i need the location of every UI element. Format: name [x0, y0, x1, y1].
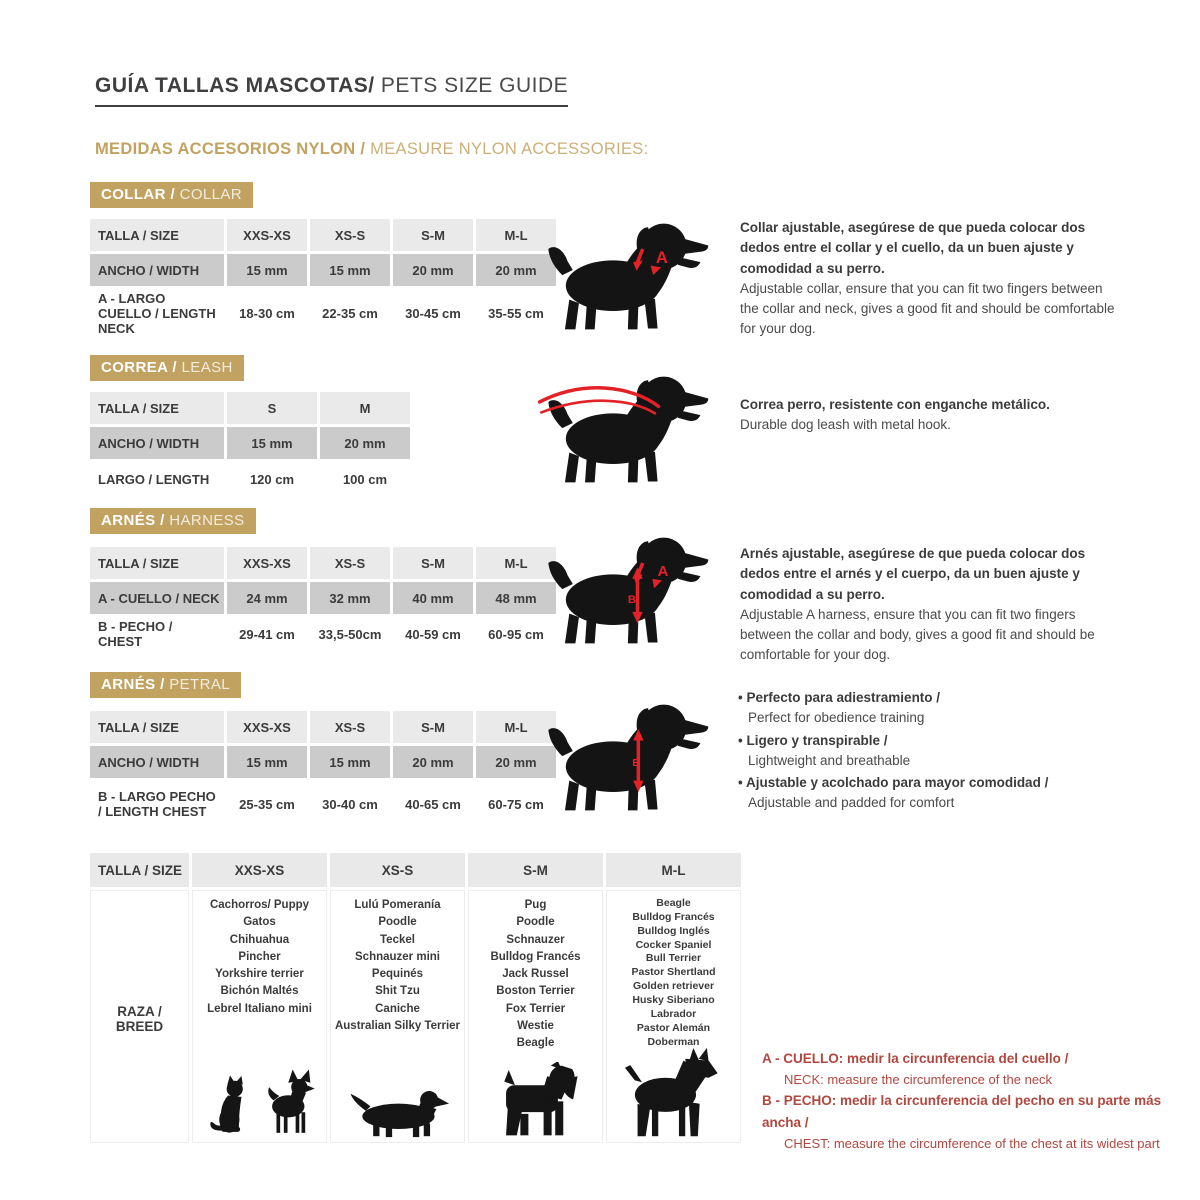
- harness-badge: [90, 508, 256, 534]
- note-neck-en: NECK: measure the circumference of the neck: [784, 1071, 1053, 1087]
- breed-item: Schnauzer mini: [355, 950, 440, 963]
- breed-item: Lulú Pomeranía: [354, 899, 441, 911]
- breed-item: Teckel: [380, 933, 415, 946]
- breed-header-size: TALLA / SIZE: [90, 853, 189, 887]
- breed-item: Boston Terrier: [496, 985, 575, 998]
- collar-neck-label: A - LARGO CUELLO / LENGTH NECK: [90, 289, 224, 338]
- breed-cell-s-m: [468, 890, 603, 1143]
- petral-header-m-l: M-L: [476, 711, 556, 743]
- collar-neck-value: 30-45 cm: [393, 289, 473, 338]
- breed-item: Bulldog Francés: [632, 910, 715, 923]
- petral-bullet-en: Perfect for obedience training: [748, 710, 925, 726]
- harness-badge-es: ARNÉS /: [101, 512, 165, 529]
- leash-length-value: 100 cm: [320, 462, 410, 496]
- petral-bullet-en: Lightweight and breathable: [748, 752, 911, 768]
- harness-chest-value: 29-41 cm: [227, 617, 307, 651]
- petral-chest-value: 60-75 cm: [476, 781, 556, 827]
- petral-measure-b-label: B: [632, 757, 640, 769]
- dog-petral-illustration: [536, 695, 711, 813]
- collar-badge-es: COLLAR /: [101, 186, 176, 203]
- breed-item: Beagle: [656, 897, 691, 909]
- breed-header-m-l: M-L: [606, 853, 741, 887]
- collar-header-m-l: M-L: [476, 219, 556, 251]
- breed-item: Pastor Alemán: [636, 1021, 711, 1034]
- petral-bullet-es: • Ajustable y acolchado para mayor comodidad /: [738, 773, 1133, 793]
- harness-size-table: [87, 544, 559, 654]
- dog-harness-illustration: [536, 528, 711, 646]
- chihuahua-silhouette-icon: [261, 1068, 317, 1138]
- breed-silhouettes-s-m: [469, 1062, 602, 1138]
- petral-header-s-m: S-M: [393, 711, 473, 743]
- harness-header-xs-s: XS-S: [310, 547, 390, 579]
- petral-bullet-en: Adjustable and padded for comfort: [748, 795, 955, 811]
- harness-neck-value: 24 mm: [227, 582, 307, 614]
- breed-item: Golden retriever: [632, 980, 715, 993]
- leash-header-s: S: [227, 392, 317, 424]
- petral-width-value: 15 mm: [227, 746, 307, 778]
- breed-item: Beagle: [516, 1037, 555, 1049]
- dog-collar-illustration: [536, 214, 711, 332]
- harness-header-m-l: M-L: [476, 547, 556, 579]
- harness-header-s-m: S-M: [393, 547, 473, 579]
- leash-width-value: 20 mm: [320, 427, 410, 459]
- breed-header-xs-s: XS-S: [330, 853, 465, 887]
- leash-description-es: Correa perro, resistente con enganche metálico.: [740, 397, 1050, 412]
- page-subtitle: [95, 140, 648, 159]
- breed-item: Pincher: [238, 950, 281, 963]
- breed-item: Bull Terrier: [645, 952, 702, 965]
- collar-neck-value: 18-30 cm: [227, 289, 307, 338]
- breed-item: Gatos: [243, 916, 276, 929]
- harness-measure-b-label: B: [627, 594, 637, 607]
- breed-list-s-m: [470, 897, 601, 1052]
- harness-description: [740, 544, 1120, 666]
- harness-neck-label: A - CUELLO / NECK: [90, 582, 224, 614]
- petral-width-value: 20 mm: [476, 746, 556, 778]
- petral-header-size: TALLA / SIZE: [90, 711, 224, 743]
- breed-item: Lebrel Italiano mini: [207, 1002, 312, 1015]
- leash-length-label: LARGO / LENGTH: [90, 462, 224, 496]
- collar-width-value: 15 mm: [227, 254, 307, 286]
- breed-item: Pequinés: [371, 968, 424, 980]
- harness-header-xxs-xs: XXS-XS: [227, 547, 307, 579]
- leash-description: [740, 395, 1120, 436]
- collar-neck-value: 22-35 cm: [310, 289, 390, 338]
- breed-item: Bichón Maltés: [220, 985, 299, 998]
- collar-header-s-m: S-M: [393, 219, 473, 251]
- collar-badge: [90, 182, 253, 208]
- breed-cell-xs-s: [330, 890, 465, 1143]
- harness-chest-value: 60-95 cm: [476, 617, 556, 651]
- breed-silhouettes-m-l: [607, 1048, 740, 1138]
- collar-neck-value: 35-55 cm: [476, 289, 556, 338]
- breed-item: Shit Tzu: [375, 985, 420, 998]
- collar-width-value: 15 mm: [310, 254, 390, 286]
- petral-header-xxs-xs: XXS-XS: [227, 711, 307, 743]
- cat-silhouette-icon: [203, 1074, 253, 1138]
- breed-item: Schnauzer: [506, 933, 565, 946]
- leash-header-m: M: [320, 392, 410, 424]
- breed-item: Fox Terrier: [505, 1002, 566, 1015]
- dog-leash-illustration: [536, 367, 711, 485]
- leash-badge-es: CORREA /: [101, 359, 177, 376]
- petral-badge-es: ARNÉS /: [101, 676, 165, 693]
- harness-header-size: TALLA / SIZE: [90, 547, 224, 579]
- petral-width-value: 15 mm: [310, 746, 390, 778]
- petral-bullet: [738, 731, 1133, 772]
- harness-badge-en: HARNESS: [164, 512, 245, 529]
- dog-silhouette-collar-icon: [536, 214, 711, 332]
- leash-length-value: 120 cm: [227, 462, 317, 496]
- harness-chest-label: B - PECHO / CHEST: [90, 617, 224, 651]
- breed-header-s-m: S-M: [468, 853, 603, 887]
- breed-item: Poodle: [378, 916, 417, 929]
- dachshund-silhouette-icon: [343, 1082, 453, 1138]
- petral-badge: [90, 672, 241, 698]
- breed-item: Caniche: [375, 1002, 420, 1015]
- breed-item: Yorkshire terrier: [215, 968, 304, 980]
- breed-item: Poodle: [516, 916, 555, 929]
- leash-badge: [90, 355, 244, 381]
- petral-width-label: ANCHO / WIDTH: [90, 746, 224, 778]
- breed-item: Labrador: [650, 1007, 697, 1020]
- petral-bullet: [738, 688, 1133, 729]
- leash-header-size: TALLA / SIZE: [90, 392, 224, 424]
- note-chest-en: CHEST: measure the circumference of the chest at its widest part: [784, 1135, 1160, 1151]
- petral-feature-list: [738, 688, 1133, 816]
- leash-badge-en: LEASH: [176, 359, 233, 376]
- collar-header-size: TALLA / SIZE: [90, 219, 224, 251]
- breed-item: Bulldog Inglés: [637, 924, 710, 937]
- collar-header-xxs-xs: XXS-XS: [227, 219, 307, 251]
- petral-chest-value: 40-65 cm: [393, 781, 473, 827]
- page-title: [95, 74, 568, 107]
- page-subtitle-en: MEASURE NYLON ACCESSORIES:: [365, 140, 649, 158]
- petral-bullet: [738, 773, 1133, 814]
- dog-silhouette-petral-icon: [536, 695, 711, 813]
- petral-chest-label: B - LARGO PECHO / LENGTH CHEST: [90, 781, 224, 827]
- measure-notes: [762, 1048, 1182, 1154]
- schnauzer-silhouette-icon: [492, 1062, 580, 1138]
- harness-chest-value: 40-59 cm: [393, 617, 473, 651]
- leash-width-label: ANCHO / WIDTH: [90, 427, 224, 459]
- breed-row-label: RAZA / BREED: [90, 890, 189, 1143]
- breed-cell-m-l: [606, 890, 741, 1143]
- page-title-en: PETS SIZE GUIDE: [374, 74, 569, 97]
- harness-description-es: Arnés ajustable, asegúrese de que pueda colocar dos dedos entre el arnés y el cuerpo, da un buen ajuste y comodidad a su perro.: [740, 546, 1086, 602]
- petral-badge-en: PETRAL: [164, 676, 230, 693]
- breed-item: Jack Russel: [502, 968, 569, 980]
- petral-chest-value: 25-35 cm: [227, 781, 307, 827]
- breed-item: Husky Siberiano: [632, 994, 715, 1007]
- collar-width-label: ANCHO / WIDTH: [90, 254, 224, 286]
- breed-item: Pug: [524, 899, 547, 911]
- breed-size-table: [87, 850, 744, 1146]
- collar-badge-en: COLLAR: [175, 186, 243, 203]
- breed-list-m-l: [608, 897, 739, 1049]
- harness-neck-value: 32 mm: [310, 582, 390, 614]
- breed-item: Doberman: [647, 1035, 700, 1048]
- breed-silhouettes-xs-s: [331, 1082, 464, 1138]
- doberman-silhouette-icon: [620, 1048, 728, 1138]
- leash-width-value: 15 mm: [227, 427, 317, 459]
- breed-header-xxs-xs: XXS-XS: [192, 853, 327, 887]
- collar-description: [740, 218, 1120, 340]
- harness-measure-a-label: A: [657, 564, 669, 581]
- breed-item: Cocker Spaniel: [635, 938, 712, 951]
- leash-size-table: [87, 389, 413, 499]
- collar-width-value: 20 mm: [393, 254, 473, 286]
- page-title-es: GUÍA TALLAS MASCOTAS/: [95, 74, 375, 97]
- petral-bullet-es: • Ligero y transpirable /: [738, 731, 1133, 751]
- harness-chest-value: 33,5-50cm: [310, 617, 390, 651]
- note-neck-es: A - CUELLO: medir la circunferencia del cuello /: [762, 1051, 1069, 1066]
- harness-neck-value: 40 mm: [393, 582, 473, 614]
- breed-item: Cachorros/ Puppy: [209, 899, 310, 911]
- collar-width-value: 20 mm: [476, 254, 556, 286]
- breed-list-xxs-xs: [194, 897, 325, 1018]
- collar-measure-a-label: A: [655, 247, 668, 267]
- petral-chest-value: 30-40 cm: [310, 781, 390, 827]
- harness-description-en: Adjustable A harness, ensure that you can fit two fingers between the collar and body, gives a good fit and should be comfortable for your dog.: [740, 606, 1095, 663]
- collar-description-es: Collar ajustable, asegúrese de que pueda colocar dos dedos entre el collar y el cuello, da un buen ajuste y comodidad a su perro.: [740, 220, 1086, 276]
- breed-cell-xxs-xs: [192, 890, 327, 1143]
- harness-neck-value: 48 mm: [476, 582, 556, 614]
- petral-size-table: [87, 708, 559, 830]
- note-chest-es: B - PECHO: medir la circunferencia del pecho en su parte más ancha /: [762, 1093, 1162, 1130]
- breed-item: Bulldog Francés: [490, 950, 581, 963]
- petral-header-xs-s: XS-S: [310, 711, 390, 743]
- page-subtitle-es: MEDIDAS ACCESORIOS NYLON /: [95, 140, 366, 158]
- collar-size-table: [87, 216, 559, 341]
- petral-bullet-es: • Perfecto para adiestramiento /: [738, 688, 1133, 708]
- breed-item: Chihuahua: [229, 933, 290, 946]
- petral-width-value: 20 mm: [393, 746, 473, 778]
- breed-silhouettes-xxs-xs: [193, 1068, 326, 1138]
- breed-item: Westie: [517, 1019, 554, 1032]
- breed-item: Pastor Shertland: [631, 966, 716, 979]
- breed-item: Australian Silky Terrier: [334, 1019, 461, 1032]
- collar-description-en: Adjustable collar, ensure that you can fit two fingers between the collar and neck, gives a good fit and should be comfortable for your dog.: [740, 280, 1115, 337]
- collar-header-xs-s: XS-S: [310, 219, 390, 251]
- leash-description-en: Durable dog leash with metal hook.: [740, 417, 951, 433]
- dog-silhouette-harness-icon: [536, 528, 711, 646]
- dog-silhouette-leash-icon: [536, 367, 711, 485]
- breed-list-xs-s: [332, 897, 463, 1035]
